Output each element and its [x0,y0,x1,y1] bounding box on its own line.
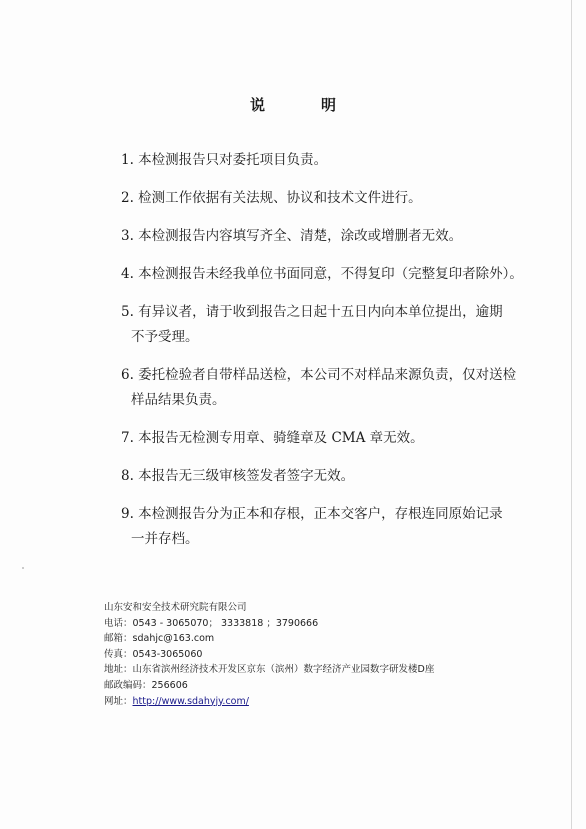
company-name: 山东安和安全技术研究院有限公司 [104,602,247,613]
note-item [121,464,531,489]
note-line: 8. 本报告无三级审核签发者签字无效。 [121,468,355,484]
note-item [121,224,531,249]
note-line: 样品结果负责。 [131,392,226,408]
phone-label: 电话： [104,617,133,629]
note-item [121,262,531,287]
note-line: 2. 检测工作依据有关法规、协议和技术文件进行。 [121,190,422,206]
address-row [104,662,524,678]
email-row [104,631,524,647]
note-line: 3. 本检测报告内容填写齐全、清楚，涂改或增删者无效。 [121,228,463,244]
note-item [121,502,531,552]
note-line: 不予受理。 [131,329,199,345]
website-label: 网址： [104,695,133,707]
note-item [121,186,531,211]
scan-speck [22,567,24,569]
page-edge-line [571,0,572,829]
address-label: 地址： [104,664,133,676]
note-line: 5. 有异议者，请于收到报告之日起十五日内向本单位提出，逾期 [121,304,503,320]
fax-label: 传真： [104,648,133,660]
note-line: 4. 本检测报告未经我单位书面同意，不得复印（完整复印者除外）。 [121,266,523,282]
email-label: 邮箱： [104,633,133,645]
postcode-label: 邮政编码： [104,679,152,691]
website-row [104,694,524,710]
notes-list [121,148,531,565]
note-item [121,426,531,451]
phone-row [104,616,524,632]
address-value: 山东省滨州经济技术开发区京东（滨州）数字经济产业园数字研发楼D座 [132,664,435,676]
note-line: 9. 本检测报告分为正本和存根，正本交客户，存根连同原始记录 [121,506,503,522]
note-line: 7. 本报告无检测专用章、骑缝章及 CMA 章无效。 [121,430,424,446]
note-item [121,363,531,413]
note-item [121,148,531,173]
note-line: 6. 委托检验者自带样品送检，本公司不对样品来源负责，仅对送检 [121,367,517,383]
note-line: 1. 本检测报告只对委托项目负责。 [121,152,328,168]
fax-row [104,647,524,663]
postcode-row [104,678,524,694]
postcode-value: 256606 [151,679,188,691]
page-title: 说明 [249,96,392,114]
email-value: sdahjc@163.com [132,633,215,645]
contact-footer [104,600,524,709]
phone-value: 0543 - 3065070； 3333818 ；3790666 [132,617,319,629]
note-line: 一并存档。 [131,531,199,547]
note-item [121,300,531,350]
fax-value: 0543-3065060 [132,648,203,660]
website-link[interactable]: http://www.sdahyjy.com/ [132,695,249,707]
